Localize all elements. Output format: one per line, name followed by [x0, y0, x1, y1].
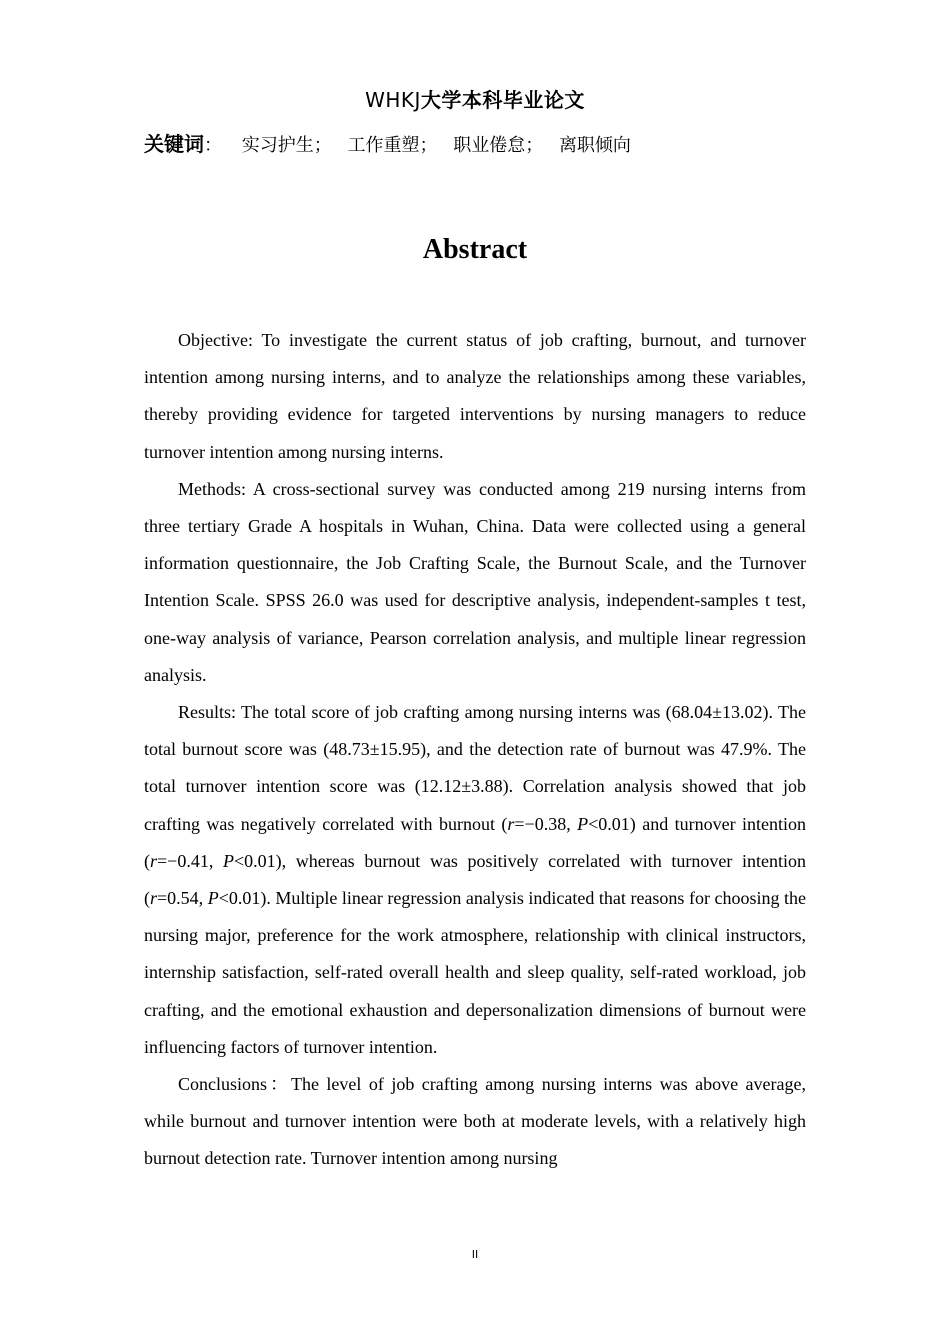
running-header: [0, 84, 950, 113]
stat-r: r: [150, 888, 158, 909]
stat-r: r: [150, 850, 158, 871]
results-text: <0.01). Multiple linear regression analysis indicated that reasons for choosing the nursing major, preference for the work atmosphere, relationship with clinical instructors, internship satisfaction, self-rated overall health and sleep quality, self-rated workload, job crafting, and the emotional exhaustion and depersonalization dimensions of burnout were influencing factors of turnover intention.: [144, 888, 806, 1057]
abstract-body: [144, 322, 806, 1178]
page-number: II: [471, 1248, 479, 1261]
results-text: =0.54,: [157, 888, 208, 909]
header-cn: 大学本科毕业论文: [420, 88, 585, 112]
results-text: <0.01) and turnover intention (: [144, 813, 807, 871]
conclusions-paragraph: Conclusions：The level of job crafting among nursing interns was above average, while burnout and turnover intention were both at moderate levels, with a relatively high burnout detection rate. Turnover intention among nursing: [144, 1074, 806, 1169]
keywords-colon: ：: [204, 135, 222, 156]
methods-paragraph: Methods: A cross-sectional survey was conducted among 219 nursing interns from three tertiary Grade A hospitals in Wuhan, China. Data were collected using a general information questionnaire, the Job Crafting Scale, the Burnout Scale, and the Turnover Intention Scale. SPSS 26.0 was used for descriptive analysis, independent-samples t test, one-way analysis of variance, Pearson correlation analysis, and multiple linear regression analysis.: [144, 478, 806, 685]
results-text: =−0.38,: [514, 813, 578, 834]
keyword-item: 离职倾向: [558, 135, 631, 156]
header-latin: WHKJ: [365, 88, 421, 112]
results-text: Results: The total score of job crafting among nursing interns was (68.04±13.02). The total burnout score was (48.73±15.95), and the detection rate of burnout was 47.9%. The total turnover intention score was (12.12±3.88). Correlation analysis showed that job crafting was negatively correlated with burnout (: [144, 702, 806, 834]
stat-p: P: [222, 850, 234, 871]
stat-p: P: [577, 813, 589, 834]
keywords-line: [144, 128, 824, 157]
objective-paragraph: Objective: To investigate the current status of job crafting, burnout, and turnover intention among nursing interns, and to analyze the relationships among these variables, thereby providing evidence for targeted interventions by nursing managers to reduce turnover intention among nursing interns.: [144, 330, 806, 462]
results-paragraph: [144, 694, 806, 1066]
results-text: <0.01), whereas burnout was positively correlated with turnover intention (: [144, 850, 806, 909]
results-text: =−0.41,: [157, 850, 223, 871]
stat-r: r: [507, 813, 515, 834]
keyword-item: 工作重塑；: [347, 135, 438, 156]
abstract-title: Abstract: [422, 234, 528, 265]
keyword-item: 职业倦怠；: [453, 135, 544, 156]
keywords-label: 关键词: [144, 132, 204, 156]
keyword-item: 实习护生；: [241, 135, 332, 156]
stat-p: P: [207, 888, 219, 909]
